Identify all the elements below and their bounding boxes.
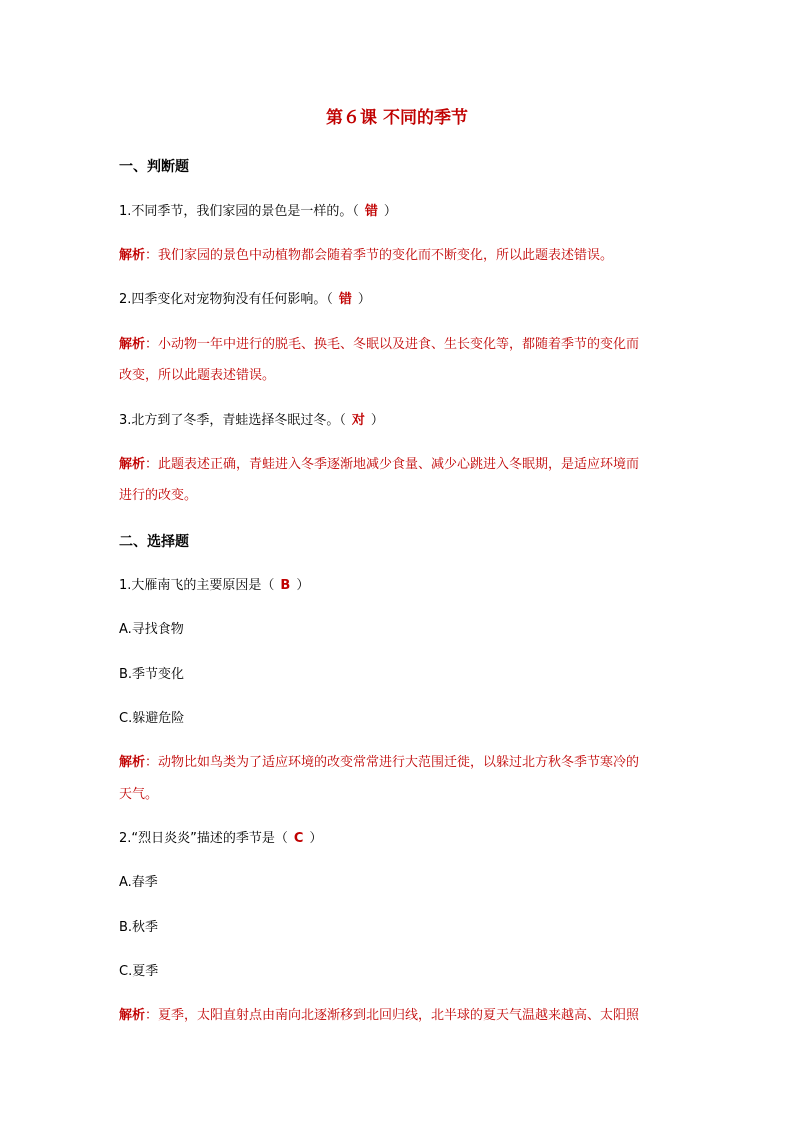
option-a: A.春季: [119, 875, 158, 890]
question-stem: [119, 576, 679, 596]
question-text: 2.“烈日炎炎”描述的季节是（: [119, 831, 288, 846]
question-answer: 错: [364, 204, 378, 219]
analysis-line: ：动物比如鸟类为了适应环境的改变常常进行大范围迁徙，以躲过北方秋冬季节寒冷的: [145, 755, 640, 770]
analysis-text-continued: 进行的改变。: [119, 488, 198, 503]
page-title: 第６课 不同的季节: [326, 108, 468, 128]
analysis-line: ：此题表述正确，青蛙进入冬季逐渐地减少食量、减少心跳进入冬眠期，是适应环境而: [145, 457, 640, 472]
analysis-line: ：夏季，太阳直射点由南向北逐渐移到北回归线，北半球的夏天气温越来越高、太阳照: [145, 1008, 640, 1023]
analysis-text: [119, 1006, 679, 1026]
analysis-text: [119, 753, 679, 773]
option-b: B.季节变化: [119, 667, 185, 682]
analysis-text-continued: 天气。: [119, 787, 159, 802]
analysis-line: ：小动物一年中进行的脱毛、换毛、冬眠以及进食、生长变化等，都随着季节的变化而: [145, 337, 640, 352]
question-close: ）: [296, 578, 310, 593]
question-stem: [119, 290, 679, 310]
option-a: A.寻找食物: [119, 622, 184, 637]
question-answer: 错: [338, 292, 352, 307]
question-close: ）: [357, 292, 371, 307]
question-answer: C: [293, 831, 304, 846]
question-stem: [119, 202, 679, 222]
question-stem: [119, 829, 679, 849]
question-close: ）: [370, 413, 384, 428]
question-text: 1.大雁南飞的主要原因是（: [119, 578, 275, 593]
analysis-label: 解析: [119, 248, 146, 263]
question-text: 3.北方到了冬季，青蛙选择冬眠过冬。（: [119, 413, 346, 428]
question-text: 2.四季变化对宠物狗没有任何影响。（: [119, 292, 333, 307]
option-b: B.秋季: [119, 920, 159, 935]
analysis-line: ：我们家园的景色中动植物都会随着季节的变化而不断变化，所以此题表述错误。: [145, 248, 614, 263]
analysis-label: 解析: [119, 1008, 146, 1023]
section-heading-choice: 二、选择题: [119, 534, 189, 550]
question-answer: B: [280, 578, 291, 593]
question-close: ）: [383, 204, 397, 219]
question-answer: 对: [351, 413, 365, 428]
option-c: C.夏季: [119, 964, 159, 979]
analysis-text: [119, 246, 679, 266]
analysis-label: 解析: [119, 755, 146, 770]
question-close: ）: [309, 831, 323, 846]
section-heading-judgment: 一、判断题: [119, 159, 189, 175]
analysis-text: [119, 335, 679, 355]
question-text: 1.不同季节，我们家园的景色是一样的。（: [119, 204, 359, 219]
question-stem: [119, 411, 679, 431]
analysis-text-continued: 改变，所以此题表述错误。: [119, 368, 276, 383]
analysis-label: 解析: [119, 457, 146, 472]
analysis-text: [119, 455, 679, 475]
option-c: C.躲避危险: [119, 711, 185, 726]
analysis-label: 解析: [119, 337, 146, 352]
